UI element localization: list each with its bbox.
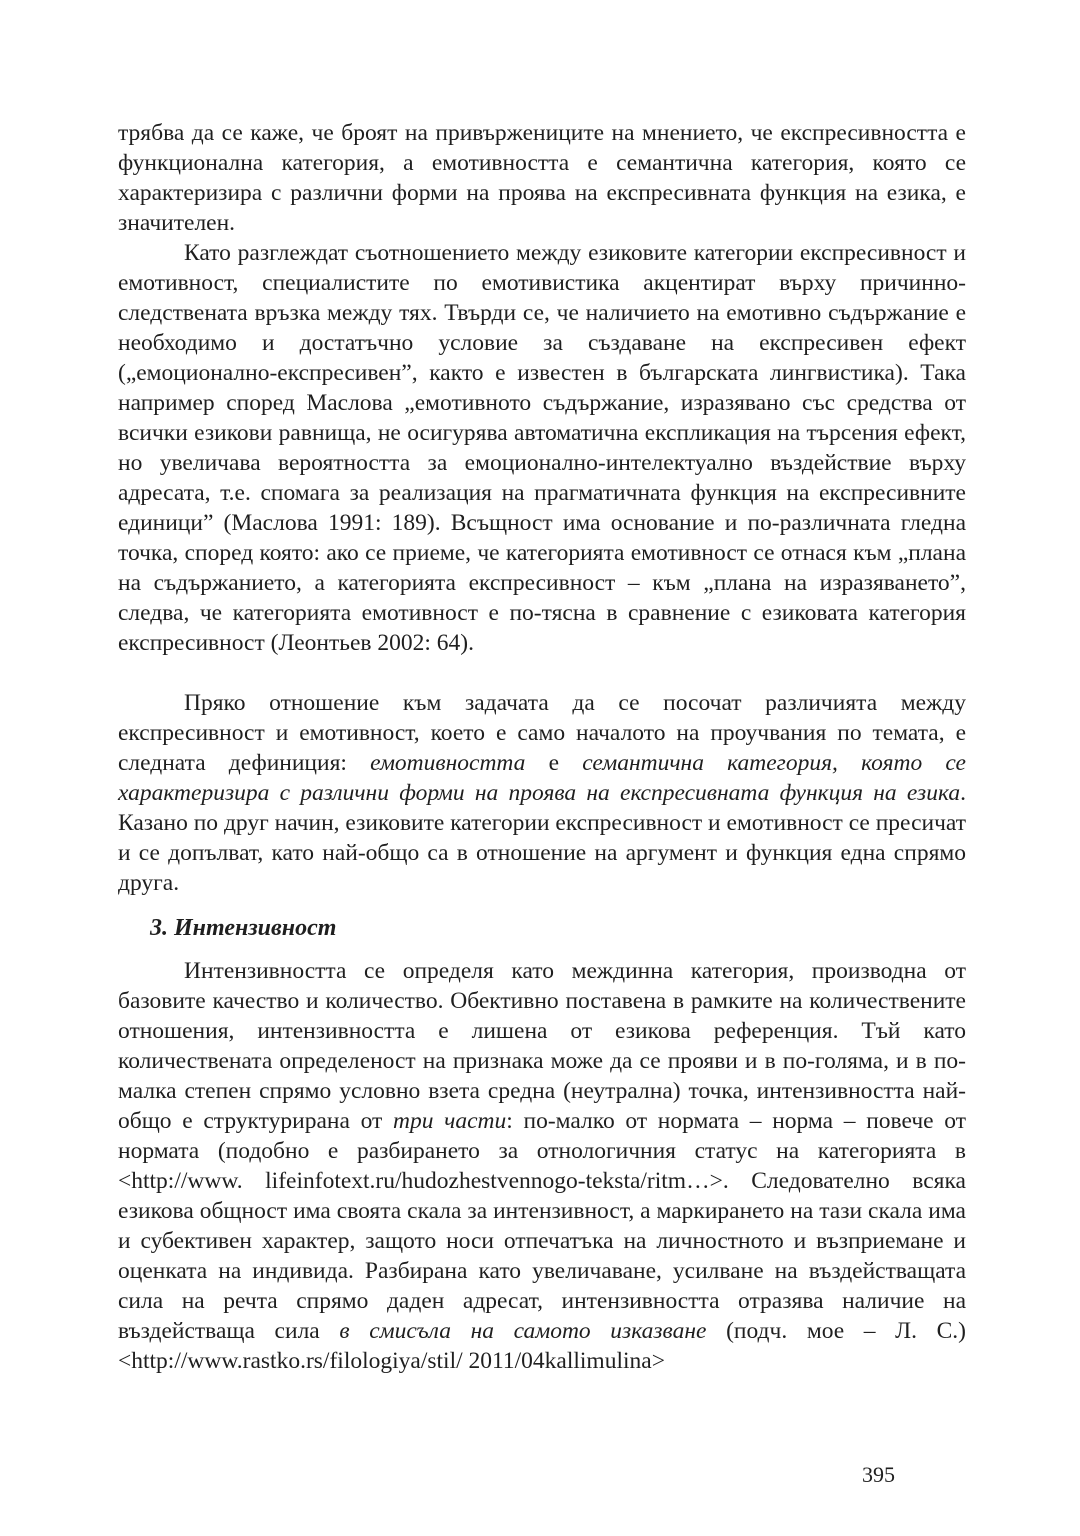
paragraph-3-italic-definition: семантична категория, която се характеризира с различни форми на проява на експресивната функция на езика: [118, 750, 966, 806]
paragraph-2: Като разглеждат съотношението между езиковите категории експресивност и емотивност, специалистите по емотивистика акцентират върху причинно-следствената връзка между тях. Твърди се, че наличието на емотивно съдържание е необходимо и достатъчно условие за създаване на експресивен ефект („емоционално-експресивен”, както е известен в българската лингвистика). Така например според Маслова „емотивното съдържание, изразявано със средства от всички езикови равнища, не осигурява автоматична експликация на търсения ефект, но увеличава вероятността за емоционално-интелектуално въздействие върху адресата, т.е. спомага за реализация на прагматичната функция на експресивните единици” (Маслова 1991: 189). Всъщност има основание и по-различната гледна точка, според която: ако се приеме, че категорията емотивност се отнася към „плана на съдържанието, а категорията експресивност – към „плана на изразяването”, следва, че категорията емотивност е по-тясна в сравнение с езиковата категория експресивност (Леонтьев 2002: 64).: [118, 240, 966, 656]
paragraph-3-text-a: Пряко отношение към задачата да се посочат различията между експресивност и емотивност, което е само началото на проучвания по темата, е следната дефиниция:: [118, 690, 966, 776]
paragraph-4-text-c: : по-малко от нормата – норма – повече от нормата (подобно е разбирането за отнологичния статус на категорията в <http://www. lifeinfotext.ru/hudozhestvennogo-teksta/ritm…>. Следователно всяка езикова общност има своята скала за интензивност, а маркирането на тази скала има и субективен характер, защото носи отпечатъка на личностното и възприемане и оценката на индивида. Разбирана като увеличаване, усилване на въздействащата сила на речта спрямо даден адресат, интензивността отразява наличие на въздействаща сила: [118, 1108, 966, 1344]
paragraph-3-text-e: . Казано по друг начин, езиковите категории експресивност и емотивност се пресичат и се допълват, като най-общо са в отношение на аргумент и функция една спрямо друга.: [118, 780, 966, 896]
page-body: [118, 118, 966, 1376]
paragraph-3-italic-term: емотивността: [370, 750, 526, 776]
section-heading: 3. Интензивност: [150, 915, 337, 941]
paragraph-1: трябва да се каже, че броят на привържениците на мнението, че експресивността е функционална категория, а емотивността е семантична категория, която се характеризира с различни форми на проява на експресивната функция на езика, е значителен.: [118, 120, 966, 236]
paragraph-4-italic-phrase-2: в смисъла на самото изказване: [339, 1318, 707, 1344]
paragraph-4-text-e: (подч. мое – Л. С.) <http://www.rastko.rs/filologiya/stil/ 2011/04kallimulina>: [118, 1318, 966, 1374]
paragraph-4-text-a: Интензивността се определя като междинна категория, производна от базовите качество и количество. Обективно поставена в рамките на количествените отношения, интензивността е лишена от езикова референция. Тъй като количествената определеност на признака може да се прояви и в по-голяма, и в по-малка степен спрямо условно взета средна (неутрална) точка, интензивността най-общо е структурирана от: [118, 958, 966, 1134]
paragraph-3: [118, 688, 966, 898]
page-number: 395: [862, 1462, 895, 1487]
paragraph-4-italic-phrase-1: три части: [393, 1108, 507, 1134]
paragraph-3-text-c: е: [525, 750, 583, 776]
paragraph-4: [118, 956, 966, 1376]
